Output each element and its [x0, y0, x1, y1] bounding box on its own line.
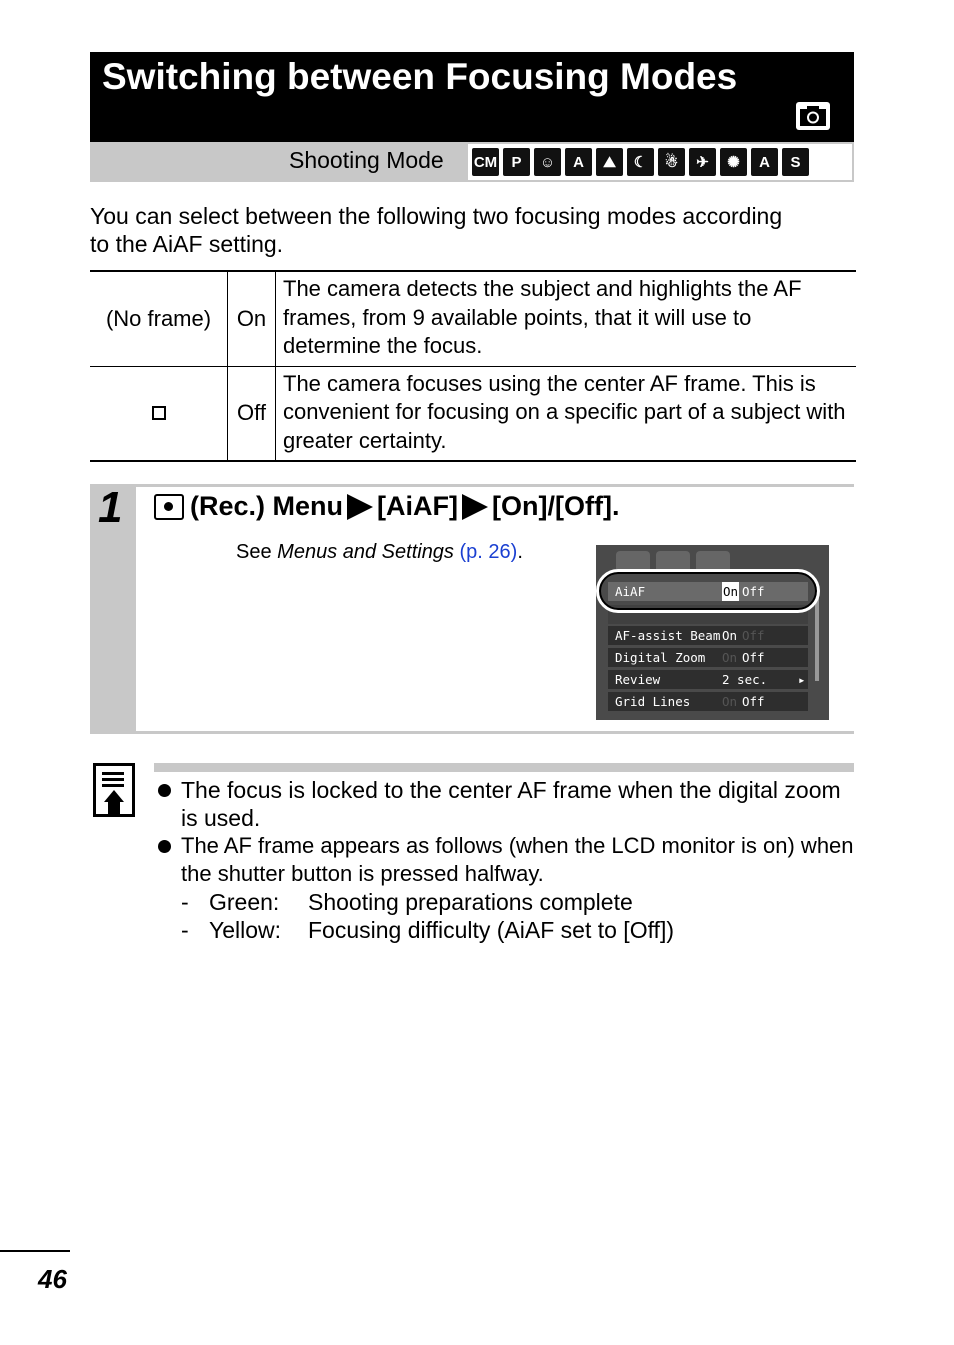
notes-list	[156, 776, 856, 944]
step-number: 1	[98, 483, 123, 532]
step-menu-item: [AiAF]	[377, 491, 458, 521]
mode-s-icon: S	[782, 148, 809, 176]
lcd-screen	[596, 545, 829, 720]
lcd-row-review	[608, 670, 808, 689]
lcd-label: Digital Zoom	[615, 650, 706, 665]
lcd-row-af-assist	[608, 626, 808, 645]
arrow-right-icon	[347, 494, 373, 520]
footer-rule	[0, 1250, 70, 1252]
shooting-mode-bar	[90, 142, 854, 182]
lcd-value-on: On	[723, 584, 739, 599]
mode-auto-icon: A	[565, 148, 592, 176]
lcd-value-off: Off	[742, 650, 765, 665]
description-cell: The camera focuses using the center AF frame. This is convenient for focusing on a specific part of a subject with greater certainty.	[276, 366, 857, 461]
mode-landscape-icon: ⛰	[596, 148, 623, 176]
setting-cell: Off	[228, 366, 276, 461]
lcd-row-digital-zoom	[608, 648, 808, 667]
mode-night-icon: ☾	[627, 148, 654, 176]
mode-fireworks-icon: ✺	[720, 148, 747, 176]
shooting-mode-label: Shooting Mode	[289, 147, 444, 173]
shooting-mode-icons	[468, 144, 852, 180]
lcd-tab-settings	[656, 551, 690, 569]
lcd-tab-mycolors	[696, 551, 730, 569]
note-bullet: The AF frame appears as follows (when the LCD monitor is on) when the shutter button is pressed halfway.	[156, 832, 856, 888]
arrow-right-icon	[462, 494, 488, 520]
step-box	[90, 484, 854, 734]
lcd-label: AiAF	[615, 584, 646, 599]
note-sub-item: - Green: Shooting preparations complete	[181, 889, 633, 915]
mode-a-icon: A	[751, 148, 778, 176]
mode-cm-icon: CM	[472, 148, 499, 176]
lcd-value-off: Off	[742, 584, 765, 599]
frame-cell: (No frame)	[105, 305, 212, 331]
lcd-label: Grid Lines	[615, 694, 691, 709]
af-frame-icon	[152, 406, 166, 420]
lcd-value: 2 sec.	[722, 672, 768, 687]
lcd-value-on: On	[722, 694, 738, 709]
step-options: [On]/[Off].	[492, 491, 620, 521]
green-text: Shooting preparations complete	[308, 889, 633, 915]
description-cell: The camera detects the subject and highlights the AF frames, from 9 available points, that it will use to determine the focus.	[276, 271, 857, 366]
focus-modes-table	[90, 270, 856, 462]
step-instruction	[154, 491, 619, 522]
lcd-value-off: Off	[742, 694, 765, 709]
see-suffix: .	[517, 541, 523, 563]
step-rec-menu: (Rec.) Menu	[190, 491, 344, 521]
see-prefix: See	[236, 541, 278, 563]
mode-portrait-icon: ☺	[534, 148, 561, 176]
mode-kids-icon: ☃	[658, 148, 685, 176]
setting-cell: On	[228, 271, 276, 366]
yellow-text: Focusing difficulty (AiAF set to [Off])	[308, 917, 675, 943]
page-link[interactable]: (p. 26)	[459, 541, 518, 563]
mode-sports-icon: ✈	[689, 148, 716, 176]
lcd-value-on: On	[722, 650, 738, 665]
table-row	[90, 366, 856, 461]
lcd-value-on: On	[722, 628, 738, 643]
lcd-label: Review	[615, 672, 661, 687]
note-bullet: The focus is locked to the center AF frame when the digital zoom is used.	[156, 776, 856, 832]
note-icon	[93, 763, 135, 817]
page-number: 46	[38, 1264, 67, 1294]
see-title: Menus and Settings	[277, 541, 454, 563]
rec-mode-icon	[154, 494, 184, 520]
lcd-label: AF-assist Beam	[615, 628, 721, 643]
lcd-value-off: Off	[742, 628, 765, 643]
frame-cell	[90, 366, 228, 461]
camera-icon	[796, 102, 830, 130]
green-label: Green:	[209, 889, 280, 915]
see-reference	[236, 541, 523, 564]
table-row	[90, 271, 856, 366]
step-sidebar	[90, 483, 136, 731]
yellow-label: Yellow:	[209, 917, 282, 943]
mode-p-icon: P	[503, 148, 530, 176]
note-sub-item: - Yellow: Focusing difficulty (AiAF set to [Off])	[181, 917, 675, 943]
title-bar	[90, 52, 854, 142]
page-title: Switching between Focusing Modes	[102, 56, 738, 97]
highlight-ring	[596, 569, 820, 613]
lcd-row-grid-lines	[608, 692, 808, 711]
lcd-arrow-icon: ▸	[798, 672, 806, 687]
lcd-tab-camera	[616, 551, 650, 569]
intro-text: You can select between the following two focusing modes according to the AiAF setting.	[90, 203, 783, 257]
note-divider	[154, 763, 854, 772]
